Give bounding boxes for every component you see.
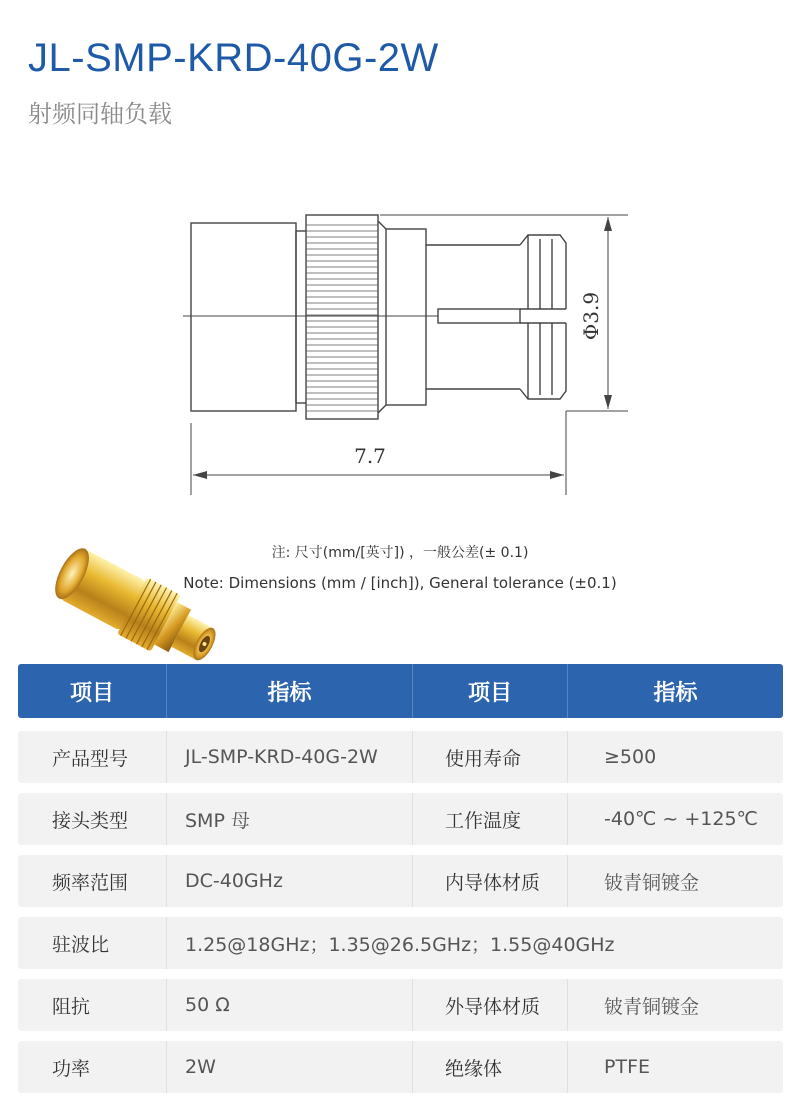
diameter-label: Φ3.9 [579,291,603,341]
row-label: 接头类型 [18,793,167,845]
row-value: 2W [167,1041,413,1093]
row-label: 产品型号 [18,731,167,783]
header-spec-1: 指标 [167,664,413,718]
row-label: 阻抗 [18,979,167,1031]
drawing-body-left [191,223,296,411]
row-value: 铍青铜镀金 [604,871,700,894]
table-row [18,917,783,969]
row-label: 绝缘体 [413,1041,568,1093]
row-value: 铍青铜镀金 [604,995,700,1018]
row-label: 功率 [18,1041,167,1093]
row-label: 频率范围 [18,855,167,907]
spec-table-header [18,664,783,718]
note-chinese: 注: 尺寸(mm/[英寸]) ，一般公差(± 0.1) [271,545,529,561]
product-subtitle: 射频同轴负载 [28,100,172,128]
drawing-knurl [306,215,378,419]
row-label: 工作温度 [413,793,568,845]
row-value: DC-40GHz [167,855,413,907]
header-item-2: 项目 [413,664,568,718]
table-row [18,731,783,783]
table-row [18,855,783,907]
header-spec-2: 指标 [653,680,698,706]
note-english: Note: Dimensions (mm / [inch]), General tolerance (±0.1) [183,574,617,592]
dimension-drawing [0,195,800,515]
product-title: JL-SMP-KRD-40G-2W [28,36,439,80]
table-row [18,793,783,845]
row-value: JL-SMP-KRD-40G-2W [167,731,413,783]
table-row [18,979,783,1031]
header-item-1: 项目 [18,664,167,718]
row-label: 驻波比 [18,917,167,969]
row-value: 1.25@18GHz；1.35@26.5GHz；1.55@40GHz [185,933,615,956]
table-row [18,1041,783,1093]
row-value: SMP 母 [167,793,413,845]
length-label: 7.7 [354,444,386,468]
row-label: 使用寿命 [413,731,568,783]
row-value: 50 Ω [167,979,413,1031]
row-label: 外导体材质 [413,979,568,1031]
row-label: 内导体材质 [413,855,568,907]
row-value: PTFE [604,1056,650,1078]
row-value: -40℃ ~ +125℃ [604,808,758,830]
row-value: ≥500 [604,746,657,768]
